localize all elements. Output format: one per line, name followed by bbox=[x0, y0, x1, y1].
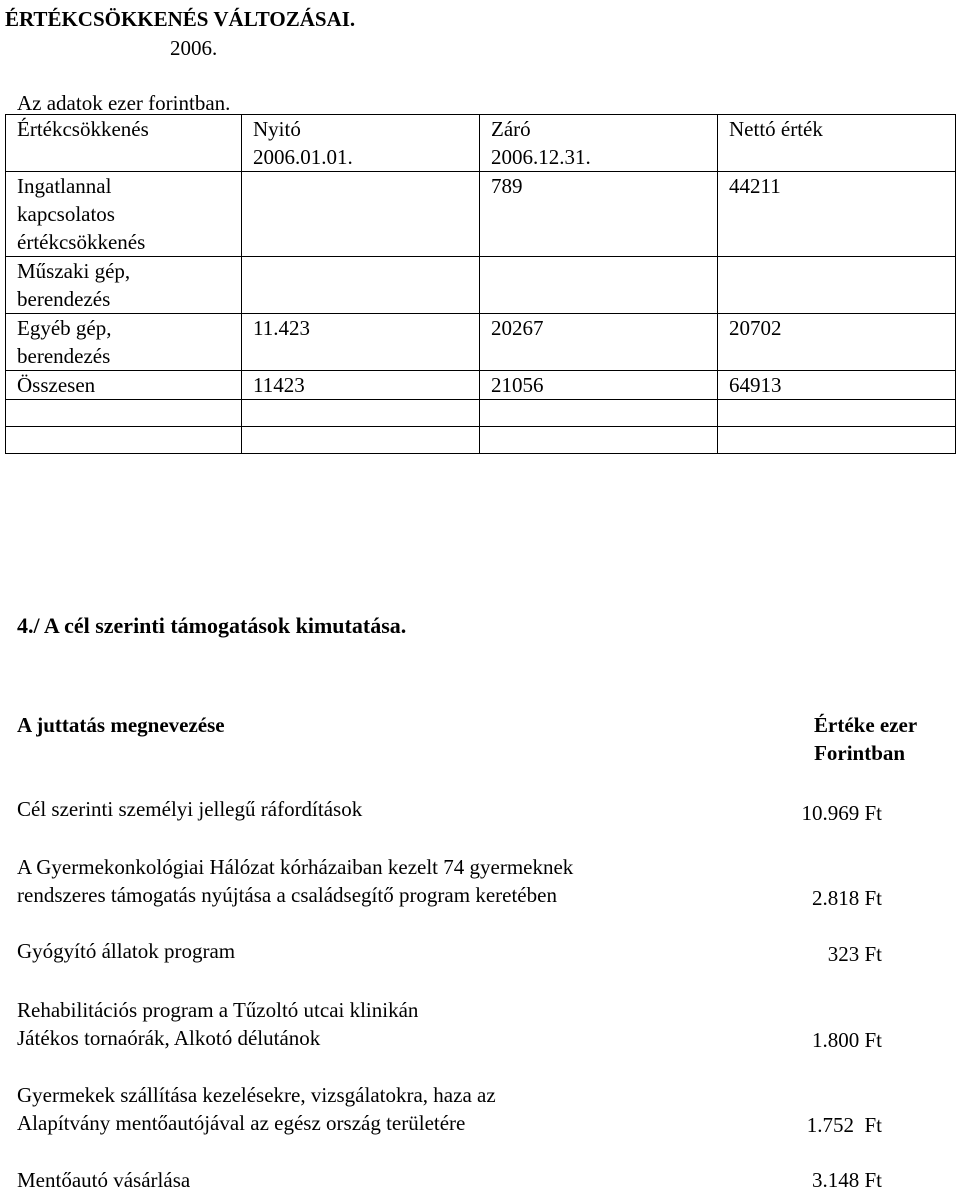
empty-row bbox=[6, 400, 956, 427]
grant-item-value: 323 Ft bbox=[827, 942, 882, 966]
table-header-row bbox=[6, 115, 956, 172]
grants-header-value: Értéke ezer Forintban bbox=[814, 713, 918, 765]
grant-item-value: 10.969 Ft bbox=[801, 801, 882, 825]
depreciation-table bbox=[5, 114, 956, 454]
cell-opening bbox=[242, 172, 480, 257]
grant-item-desc: Gyógyító állatok program bbox=[17, 939, 236, 963]
row-label: Műszaki gép, berendezés bbox=[6, 257, 242, 314]
cell-closing: 21056 bbox=[480, 371, 718, 400]
cell-net bbox=[718, 257, 956, 314]
grant-item-value: 1.752 Ft bbox=[806, 1113, 882, 1137]
unit-note: Az adatok ezer forintban. bbox=[17, 91, 231, 115]
grant-item-value: 1.800 Ft bbox=[811, 1028, 882, 1052]
empty-row bbox=[6, 427, 956, 454]
grant-item-desc: rendszeres támogatás nyújtása a családsegítő program keretében bbox=[17, 883, 557, 907]
grant-item-desc: Rehabilitációs program a Tűzoltó utcai klinikán bbox=[17, 998, 419, 1022]
grant-item-value: 2.818 Ft bbox=[811, 886, 882, 910]
cell-closing bbox=[480, 257, 718, 314]
column-header: Záró 2006.12.31. bbox=[480, 115, 718, 172]
cell-opening bbox=[242, 257, 480, 314]
grant-item-desc: Mentőautó vásárlása bbox=[17, 1168, 191, 1192]
cell-opening: 11.423 bbox=[242, 314, 480, 371]
cell-net: 64913 bbox=[718, 371, 956, 400]
table-row bbox=[6, 314, 956, 371]
grants-header-name: A juttatás megnevezése bbox=[17, 713, 225, 737]
grant-item-desc: A Gyermekonkológiai Hálózat kórházaiban kezelt 74 gyermeknek bbox=[17, 855, 574, 879]
document-title: ÉRTÉKCSÖKKENÉS VÁLTOZÁSAI. bbox=[5, 7, 356, 31]
row-label: Összesen bbox=[6, 371, 242, 400]
row-label: Ingatlannal kapcsolatos értékcsökkenés bbox=[6, 172, 242, 257]
cell-net: 44211 bbox=[718, 172, 956, 257]
column-header: Értékcsökkenés bbox=[6, 115, 242, 172]
table-total-row bbox=[6, 371, 956, 400]
cell-opening: 11423 bbox=[242, 371, 480, 400]
cell-closing: 789 bbox=[480, 172, 718, 257]
column-header: Nettó érték bbox=[718, 115, 956, 172]
cell-closing: 20267 bbox=[480, 314, 718, 371]
grant-item-desc: Alapítvány mentőautójával az egész ország területére bbox=[17, 1111, 466, 1135]
year-label: 2006. bbox=[170, 36, 218, 60]
section-title: 4./ A cél szerinti támogatások kimutatása. bbox=[17, 613, 407, 638]
grant-item-desc: Gyermekek szállítása kezelésekre, vizsgálatokra, haza az bbox=[17, 1083, 496, 1107]
grant-item-desc: Játékos tornaórák, Alkotó délutánok bbox=[17, 1026, 321, 1050]
grant-item-desc: Cél szerinti személyi jellegű ráfordítások bbox=[17, 797, 363, 821]
cell-net: 20702 bbox=[718, 314, 956, 371]
row-label: Egyéb gép, berendezés bbox=[6, 314, 242, 371]
column-header: Nyitó 2006.01.01. bbox=[242, 115, 480, 172]
grant-item-value: 3.148 Ft bbox=[811, 1168, 882, 1192]
table-row bbox=[6, 172, 956, 257]
table-row bbox=[6, 257, 956, 314]
